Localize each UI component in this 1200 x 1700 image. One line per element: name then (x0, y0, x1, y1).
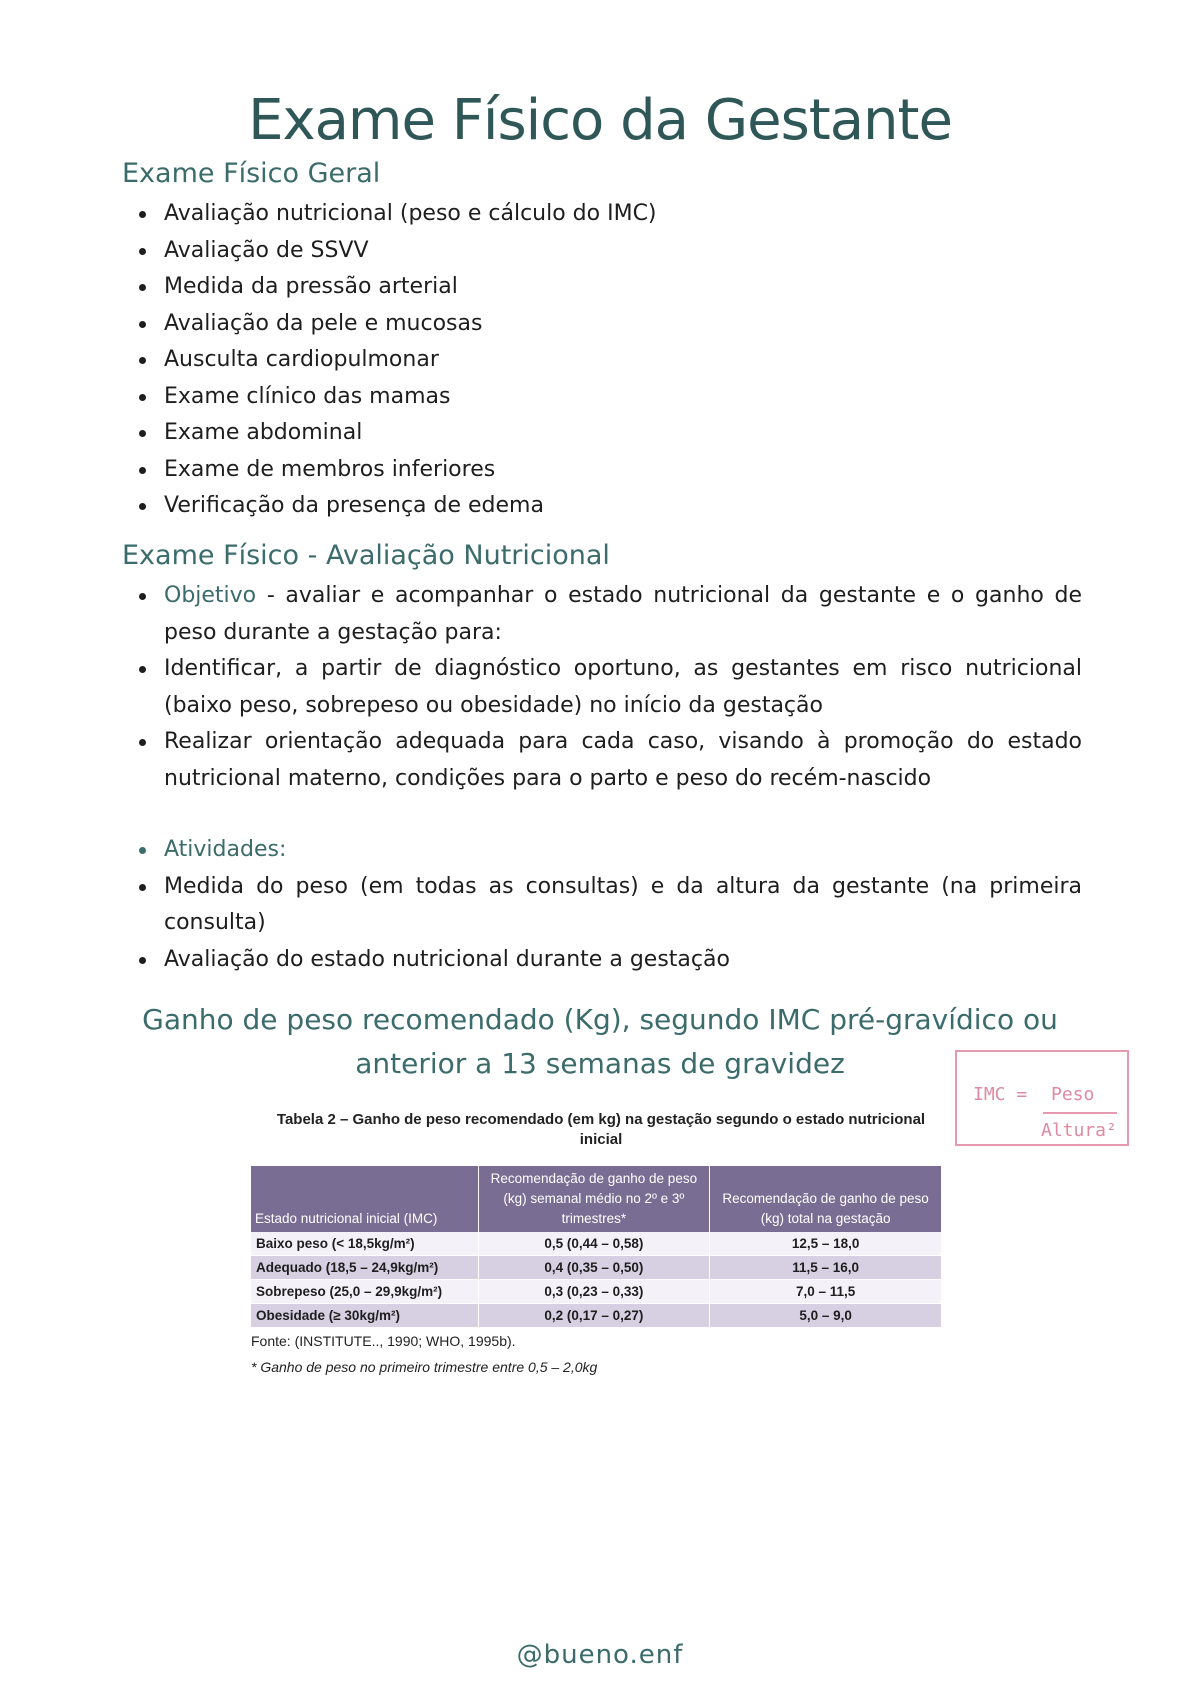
general-exam-list (122, 196, 1082, 525)
list-item: Avaliação do estado nutricional durante a gestação (122, 942, 1082, 979)
table-cell: 11,5 – 16,0 (710, 1256, 942, 1280)
list-item: Exame clínico das mamas (122, 379, 1082, 416)
list-item: Exame abdominal (122, 415, 1082, 452)
list-item-objective (122, 578, 1082, 651)
table-cell: 0,3 (0,23 – 0,33) (478, 1280, 710, 1304)
table-header-row (251, 1166, 942, 1232)
table-caption: Tabela 2 – Ganho de peso recomendado (em kg) na gestação segundo o estado nutricional inicial (276, 1111, 926, 1148)
table-cell: Sobrepeso (25,0 – 29,9kg/m²) (251, 1280, 478, 1304)
activities-label: Atividades: (164, 837, 287, 862)
imc-formula-box (955, 1050, 1129, 1146)
imc-label: IMC = (973, 1084, 1028, 1105)
list-item: Avaliação nutricional (peso e cálculo do IMC) (122, 196, 1082, 233)
list-item-activities (122, 832, 1082, 869)
table-cell: 0,4 (0,35 – 0,50) (478, 1256, 710, 1280)
objective-label: Objetivo (164, 583, 257, 608)
column-header: Recomendação de ganho de peso (kg) total na gestação (710, 1166, 942, 1232)
nutrition-objective-list (122, 578, 1082, 797)
weight-gain-table (251, 1166, 942, 1328)
table-cell: 5,0 – 9,0 (710, 1304, 942, 1328)
footer-handle: @bueno.enf (516, 1640, 684, 1670)
table-cell: Baixo peso (< 18,5kg/m²) (251, 1232, 478, 1256)
list-item: Exame de membros inferiores (122, 452, 1082, 489)
table-cell: 12,5 – 18,0 (710, 1232, 942, 1256)
objective-text: - avaliar e acompanhar o estado nutricional da gestante e o ganho de peso durante a gestação para: (164, 583, 1082, 645)
table-source: Fonte: (INSTITUTE.., 1990; WHO, 1995b). (251, 1333, 516, 1349)
page-title: Exame Físico da Gestante (248, 88, 952, 153)
imc-denominator: Altura² (1041, 1120, 1117, 1141)
table-row (251, 1232, 942, 1256)
list-item: Identificar, a partir de diagnóstico oportuno, as gestantes em risco nutricional (baixo peso, sobrepeso ou obesidade) no início da gestação (122, 651, 1082, 724)
table-row (251, 1280, 942, 1304)
column-header: Recomendação de ganho de peso (kg) semanal médio no 2º e 3º trimestres* (478, 1166, 710, 1232)
list-item: Medida da pressão arterial (122, 269, 1082, 306)
table-row (251, 1256, 942, 1280)
imc-numerator: Peso (1051, 1084, 1095, 1105)
list-item: Avaliação da pele e mucosas (122, 306, 1082, 343)
fraction-line (1043, 1112, 1117, 1114)
weight-gain-heading: Ganho de peso recomendado (Kg), segundo IMC pré-gravídico ou anterior a 13 semanas de gravidez (142, 1003, 1058, 1080)
section-heading-general: Exame Físico Geral (122, 158, 381, 189)
list-item: Medida do peso (em todas as consultas) e da altura da gestante (na primeira consulta) (122, 869, 1082, 942)
table-cell: Obesidade (≥ 30kg/m²) (251, 1304, 478, 1328)
column-header: Estado nutricional inicial (IMC) (251, 1166, 478, 1232)
table-cell: 0,5 (0,44 – 0,58) (478, 1232, 710, 1256)
table-cell: 7,0 – 11,5 (710, 1280, 942, 1304)
list-item: Ausculta cardiopulmonar (122, 342, 1082, 379)
table-footnote: * Ganho de peso no primeiro trimestre entre 0,5 – 2,0kg (251, 1359, 598, 1375)
table-cell: 0,2 (0,17 – 0,27) (478, 1304, 710, 1328)
table-row (251, 1304, 942, 1328)
nutrition-activities-list (122, 832, 1082, 978)
table-cell: Adequado (18,5 – 24,9kg/m²) (251, 1256, 478, 1280)
section-heading-nutrition: Exame Físico - Avaliação Nutricional (122, 540, 610, 571)
list-item: Verificação da presença de edema (122, 488, 1082, 525)
list-item: Avaliação de SSVV (122, 233, 1082, 270)
list-item: Realizar orientação adequada para cada caso, visando à promoção do estado nutricional materno, condições para o parto e peso do recém-nascido (122, 724, 1082, 797)
